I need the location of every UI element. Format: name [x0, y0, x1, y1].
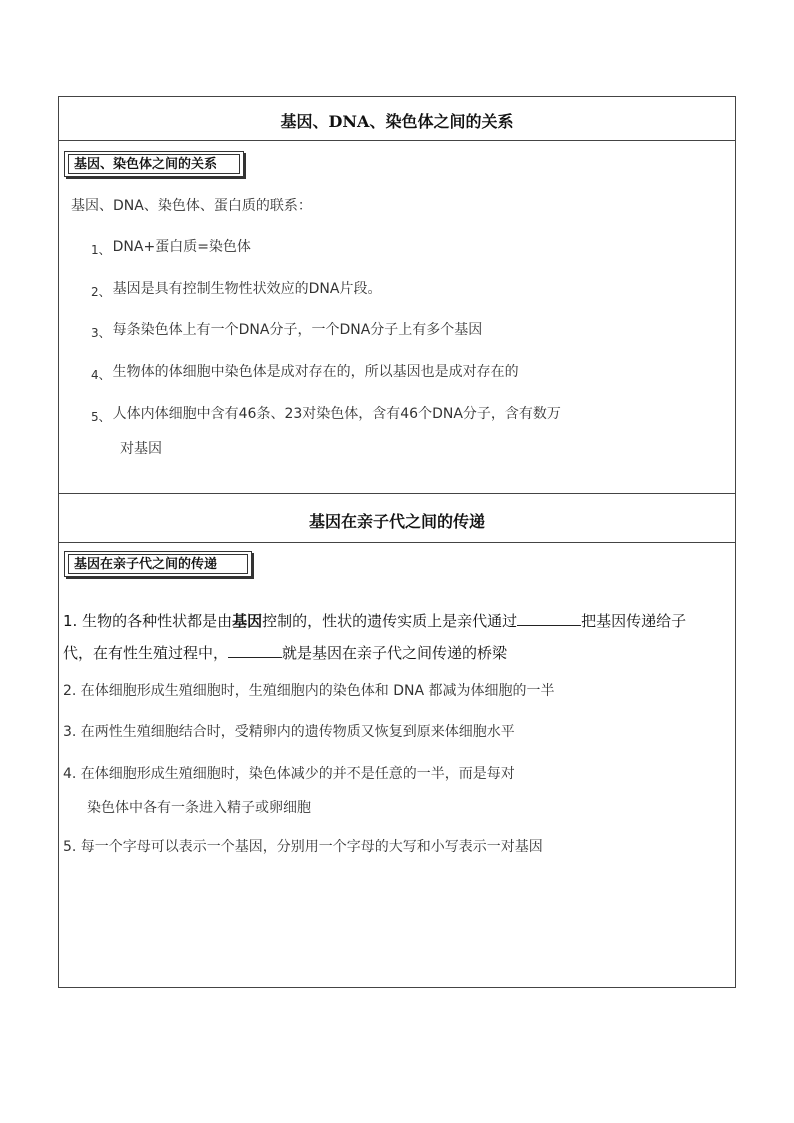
item-number: 3、	[91, 326, 111, 340]
section2-item-4-continued: 染色体中各有一条进入精子或卵细胞	[87, 800, 311, 816]
item-number: 1、	[91, 243, 111, 257]
worksheet-table	[58, 96, 736, 988]
item-text: 基因是具有控制生物性状效应的DNA片段。	[112, 281, 382, 297]
section1-header	[59, 97, 735, 141]
section2-tag-label: 基因在亲子代之间的传递	[68, 554, 248, 574]
section2-item-3: 3. 在两性生殖细胞结合时，受精卵内的遗传物质又恢复到原来体细胞水平	[63, 724, 515, 740]
item-number: 4、	[91, 368, 111, 382]
item-number: 5、	[91, 410, 111, 424]
item-text: 人体内体细胞中含有46条、23对染色体，含有46个DNA分子，含有数万	[112, 406, 561, 422]
section2-item-4: 4. 在体细胞形成生殖细胞时，染色体减少的并不是任意的一半，而是每对	[63, 766, 515, 782]
section1-tag-label: 基因、染色体之间的关系	[68, 154, 240, 174]
item1-part-d: 代，在有性生殖过程中，	[63, 644, 229, 662]
item-text: DNA+蛋白质=染色体	[112, 239, 251, 255]
section1-title: 基因、DNA、染色体之间的关系	[280, 112, 514, 131]
section1-item-5	[91, 403, 561, 423]
section1-item-4	[91, 361, 519, 381]
item-number: 2、	[91, 285, 111, 299]
section1-item-2	[91, 278, 381, 298]
section1-item-3	[91, 319, 482, 339]
section2-title: 基因在亲子代之间的传递	[308, 512, 485, 531]
item-text: 每条染色体上有一个DNA分子，一个DNA分子上有多个基因	[112, 322, 483, 338]
item1-part-c: 把基因传递给子	[581, 612, 687, 630]
section2-item-5: 5. 每一个字母可以表示一个基因，分别用一个字母的大写和小写表示一对基因	[63, 839, 543, 855]
section2-item-1-line1	[63, 610, 686, 631]
section2-tag	[64, 551, 252, 577]
section2-item-2: 2. 在体细胞形成生殖细胞时，生殖细胞内的染色体和 DNA 都减为体细胞的一半	[63, 683, 555, 699]
fill-blank-2[interactable]	[228, 642, 282, 658]
section2-item-1-line2	[63, 642, 507, 663]
section1-intro: 基因、DNA、染色体、蛋白质的联系：	[71, 198, 312, 214]
item1-part-a: 1. 生物的各种性状都是由	[63, 612, 233, 630]
section2-header	[59, 493, 735, 543]
section1-item-1	[91, 236, 251, 256]
fill-blank-1[interactable]	[517, 610, 581, 626]
item1-part-b: 控制的，性状的遗传实质上是亲代通过	[262, 612, 518, 630]
section1-tag	[64, 151, 244, 177]
item1-bold: 基因	[232, 612, 263, 630]
section1-item-5-continued: 对基因	[120, 441, 162, 457]
item1-part-e: 就是基因在亲子代之间传递的桥梁	[282, 644, 508, 662]
item-text: 生物体的体细胞中染色体是成对存在的，所以基因也是成对存在的	[112, 364, 519, 380]
